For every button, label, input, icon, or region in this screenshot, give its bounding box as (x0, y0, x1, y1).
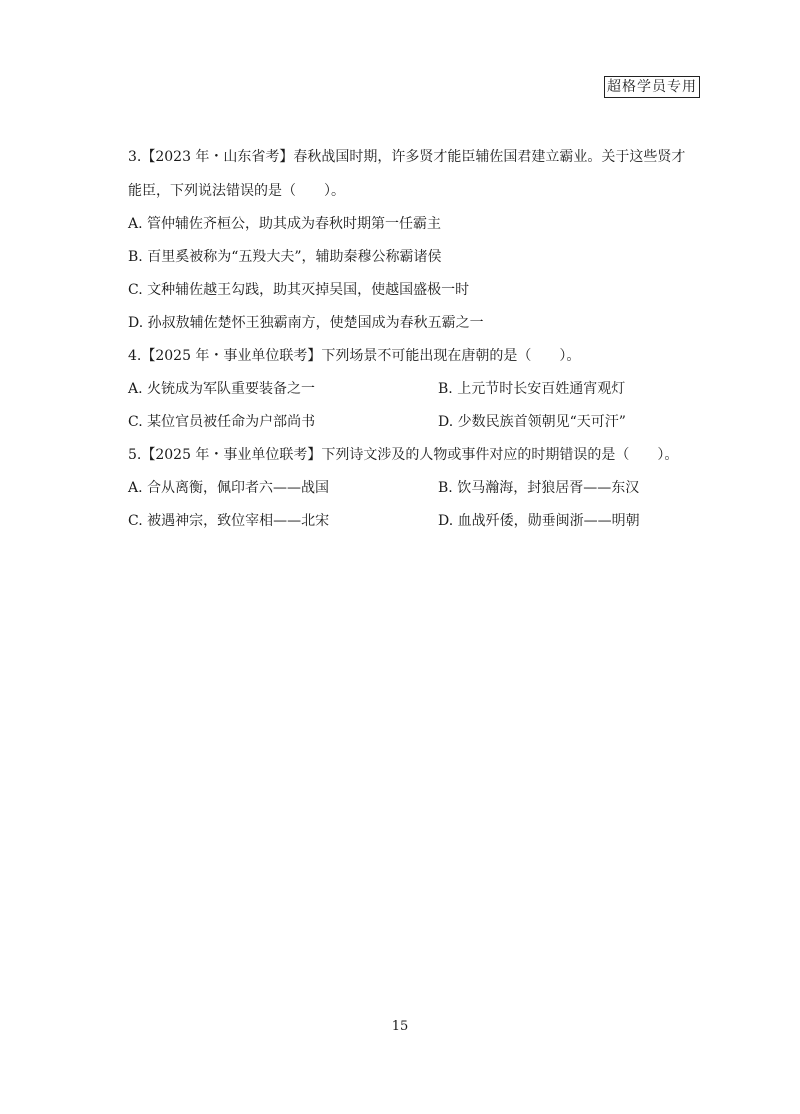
student-only-badge: 超格学员专用 (604, 76, 700, 98)
question-5-option-c: C. 被遇神宗，致位宰相——北宋 (128, 513, 330, 529)
question-3-option-c: C. 文种辅佐越王勾践，助其灭掉吴国，使越国盛极一时 (128, 282, 470, 298)
question-4-stem: 4.【2025 年・事业单位联考】下列场景不可能出现在唐朝的是（ ）。 (128, 348, 581, 364)
question-4-option-d: D. 少数民族首领朝见“天可汗” (438, 414, 626, 430)
question-4-option-c: C. 某位官员被任命为户部尚书 (128, 414, 316, 430)
page-number: 15 (391, 1019, 409, 1034)
question-3-option-d: D. 孙叔敖辅佐楚怀王独霸南方，使楚国成为春秋五霸之一 (128, 315, 484, 331)
question-5-option-b: B. 饮马瀚海，封狼居胥——东汉 (438, 480, 640, 496)
question-3-stem-line-2: 能臣，下列说法错误的是（ ）。 (128, 183, 345, 199)
question-4-option-b: B. 上元节时长安百姓通宵观灯 (438, 381, 626, 397)
question-5-option-a: A. 合从离衡，佩印者六——战国 (128, 480, 330, 496)
question-3-option-b: B. 百里奚被称为“五羖大夫”，辅助秦穆公称霸诸侯 (128, 249, 442, 265)
question-4-option-a: A. 火铳成为军队重要装备之一 (128, 381, 316, 397)
question-5-stem: 5.【2025 年・事业单位联考】下列诗文涉及的人物或事件对应的时期错误的是（ ）。 (128, 447, 679, 463)
question-3-option-a: A. 管仲辅佐齐桓公，助其成为春秋时期第一任霸主 (128, 216, 442, 232)
question-5-option-d: D. 血战歼倭，勋垂闽浙——明朝 (438, 513, 640, 529)
question-3-stem-line-1: 3.【2023 年・山东省考】春秋战国时期，许多贤才能臣辅佐国君建立霸业。关于这些贤才 (128, 149, 686, 165)
